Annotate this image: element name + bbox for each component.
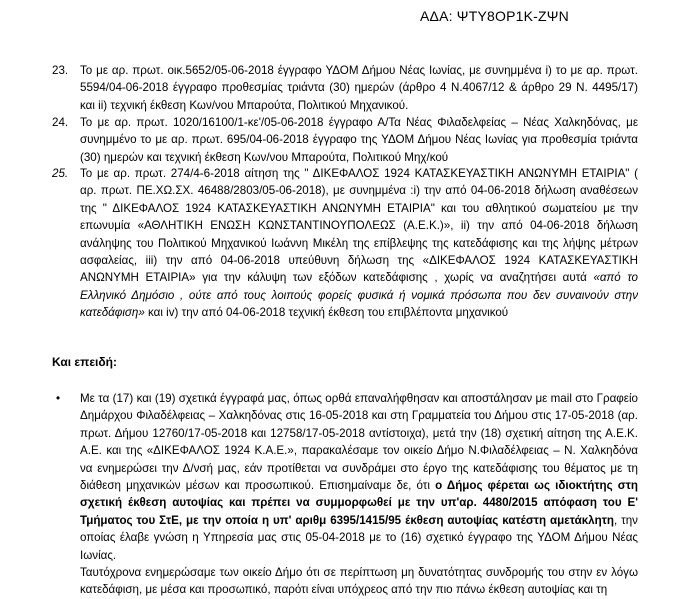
list-item-23 <box>52 62 638 114</box>
section-heading: Και επειδή: <box>52 355 117 369</box>
bullet-text-p2: , την οποίας έλαβε γνώση η Υπηρεσία μας στις 05-04-2018 με το (16) σχετικό έγγραφο της ΥΔΟΜ Δήμου Νέας Ιωνίας. <box>80 513 638 562</box>
item-number: 23. <box>52 64 69 77</box>
bullet-paragraph <box>52 390 638 599</box>
item-number: 25. <box>52 167 69 180</box>
item-text-italic: «από το Ελληνικό Δημόσιο , ούτε από τους λοιπούς φορείς φυσικά ή νομικά πρόσωπα που δεν συναινούν στην κατεδάφιση» <box>80 271 638 320</box>
ada-code: ΑΔΑ: ΨΤΥ8ΟΡ1Κ-ΖΨΝ <box>420 8 569 24</box>
item-text: Το με αρ. πρωτ. οικ.5652/05-06-2018 έγγραφο ΥΔΟΜ Δήμου Νέας Ιωνίας, με συνημμένα i) το με αρ. πρωτ. 5594/04-06-2018 έγγραφο προθεσμίας τριάντα (30) ημερών (άρθρο 4 Ν.4067/12 & άρθρο 29 Ν. 4495/17) και ii) τεχνική έκθεση Κων/νου Μπαρούτα, Πολιτικού Μηχανικού. <box>80 64 638 112</box>
bullet-text-bold: ο Δήμος φέρεται ως ιδιοκτήτης στη σχετική έκθεση αυτοψίας και πρέπει να συμμορφωθεί με την υπ'αρ. 4480/2015 απόφαση του Ε' Τμήματος του ΣτΕ, με την οποία η υπ' αριθμ 6395/1415/95 έκθεση αυτοψίας κατέστη αμετάκλητη <box>80 479 638 527</box>
item-number: 24. <box>52 116 69 129</box>
bullet-text-p3: Ταυτόχρονα ενημερώσαμε των οικείο Δήμο ότι σε περίπτωση μη δυνατότητας συνδρομής του στην εν λόγω κατεδάφιση, με μέσα και προσωπικό, παρότι είναι υπόχρεος από την πιο πάνω έκθεση αυτοψίας και τη <box>80 566 638 597</box>
list-item-25 <box>52 165 638 322</box>
item-text: Το με αρ. πρωτ. 1020/16100/1-κε'/05-06-2018 έγγραφο Α/Τα Νέας Φιλαδελφείας – Νέας Χαλκηδόνας, με συνημμένο το με αρ. πρωτ. 695/04-06-2018 έγγραφο της ΥΔΟΜ Δήμου Νέας Ιωνίας για προθεσμία τριάντα (30) ημερών και τεχνική έκθεση Κων/νου Μπαρούτα, Πολιτικού Μηχ/κού <box>80 116 638 164</box>
bullet-icon: • <box>56 392 61 405</box>
list-item-24 <box>52 114 638 166</box>
item-text <box>80 165 638 322</box>
item-text-part1: Το με αρ. πρωτ. 274/4-6-2018 αίτηση της " ΔΙΚΕΦΑΛΟΣ 1924 ΚΑΤΑΣΚΕΥΑΣΤΙΚΗ ΑΝΩΝΥΜΗ ΕΤΑΙΡΙΑ" ( αρ. πρωτ. ΠΕ.ΧΩ.ΣΧ. 46488/2803/05-06-2018), με συνημμένα :i) την από 04-06-2018 δήλωση αναθέσεων της " ΔΙΚΕΦΑΛΟΣ 1924 ΚΑΤΑΣΚΕΥΑΣΤΙΚΗ ΑΝΩΝΥΜΗ ΕΤΑΙΡΙΑ" και του αθλητικού σωματείου με την επωνυμία «ΑΘΛΗΤΙΚΗ ΕΝΩΣΗ ΚΩΝΣΤΑΝΤΙΝΟΥΠΟΛΕΩΣ (Α.Ε.Κ.)», ii) την από 04-06-2018 δήλωση ανάληψης του Πολιτικού Μηχανικού Ιωάννη Μικέλη της επίβλεψης της κατεδάφισης και της λήψης μέτρων ασφαλείας, iii) την από 04-06-2018 υπεύθυνη δήλωση της «ΔΙΚΕΦΑΛΟΣ 1924 ΚΑΤΑΣΚΕΥΑΣΤΙΚΗ ΑΝΩΝΥΜΗ ΕΤΑΙΡΙΑ» για την κάλυψη των εξόδων κατεδάφισης , χωρίς να αναζητήσει αυτά <box>80 167 638 285</box>
item-text-part2: και iv) την από 04-06-2018 τεχνική έκθεση του επιβλέποντα μηχανικού <box>144 306 509 320</box>
bullet-text <box>80 390 638 599</box>
bullet-text-p1: Με τα (17) και (19) σχετικά έγγραφά μας, όπως ορθά επαναλήφθησαν και αποστάλησαν με mail στο Γραφείο Δημάρχου Φιλαδέλφειας – Χαλκηδόνας στις 16-05-2018 και στη Γραμματεία του Δήμου στις 17-05-2018 (αρ. πρωτ. Δήμου 12760/17-05-2018 και 12758/17-05-2018 αντίστοιχα), μετά την (18) σχετική αίτηση της Α.Ε.Κ. Α.Ε. και της «ΔΙΚΕΦΑΛΟΣ 1924 Κ.Α.Ε.», παρακαλέσαμε τον οικείο Δήμο Ν.Φιλαδέλφειας – Ν. Χαλκηδόνα να ενημερώσει την Δ/νσή μας, εάν προτίθεται να συνδράμει στο έργο της κατεδάφισης του θέματος με τη διάθεση μηχανικών μέσων και προσωπικού. Επισημαίναμε δε, ότι <box>80 392 638 493</box>
